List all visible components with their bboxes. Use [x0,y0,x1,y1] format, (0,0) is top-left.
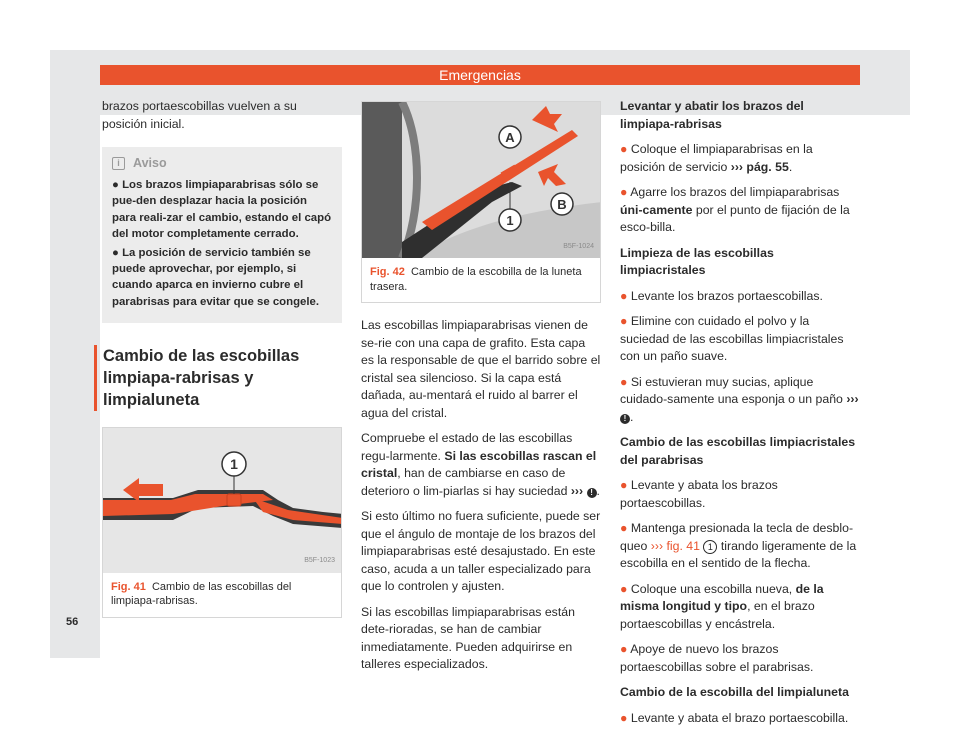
column-2 [361,101,601,682]
bullet-icon: ● [112,179,119,192]
bullet-icon: ● [620,478,628,492]
list-item: ● Si estuvieran muy sucias, aplique cuidado-samente una esponja o un paño ››› ! . [620,374,859,424]
aviso-title: Aviso [133,156,167,170]
bullet-icon: ● [620,314,628,328]
warning-icon: ! [620,414,630,424]
list-item: ● Mantenga presionada la tecla de desblo-queo ››› fig. 41 1 tirando ligeramente de la escobilla en el sentido de la flecha. [620,521,857,570]
link-arrows[interactable]: ››› [570,483,584,498]
page-number: 56 [66,616,79,628]
aviso-header [112,155,332,171]
bullet-icon: ● [620,142,628,156]
list-item: ● Levante y abata el brazo portaescobilla. [620,710,849,725]
paragraph: Si las escobillas limpiaparabrisas están dete-rioradas, se han de cambiar inmediatamente. Pueden adquirirse en talleres especializados. [361,604,575,671]
subheading: Levantar y abatir los brazos del limpiapa-rabrisas [620,99,804,131]
figure-code: B5F-1023 [304,557,335,565]
bullet-icon: ● [620,521,628,535]
callout-1-label: 1 [230,455,238,472]
figure-caption: Fig. 41 Cambio de las escobillas del limpiapa-rabrisas. [111,580,292,608]
list-item: ● Coloque una escobilla nueva, de la misma longitud y tipo, en el brazo portaescobillas y encástrela. [620,581,824,631]
paragraph: Compruebe el estado de las escobillas regu-larmente. Si las escobillas rascan el cristal, han de cambiarse en caso de deterioro o lim-piarlas si hay suciedad ››› ! . [361,431,600,498]
svg-text:1: 1 [506,213,514,228]
bullet-icon: ● [620,581,628,596]
rear-wiper-illustration [362,102,600,258]
figure-code: B5F-1024 [563,242,594,250]
bullet-icon: ● [620,642,628,656]
paragraph: Si esto último no fuera suficiente, puede ser que el ángulo de montaje de los brazos del limpiaparabrisas esté desajustado. En este caso, acuda a un taller especializado para que lo controlen y ajusten. [361,509,601,593]
figure-42 [361,101,601,303]
list-item: ● Apoye de nuevo los brazos portaescobillas sobre el parabrisas. [620,642,814,674]
list-item: ● Elimine con cuidado el polvo y la suciedad de las escobillas limpiacristales con un paño suave. [620,314,844,363]
bullet-icon: ● [620,288,628,303]
list-item: ● Agarre los brazos del limpiaparabrisas úni-camente por el punto de fijación de la esco-billa. [620,185,850,234]
intro-text: brazos portaescobillas vuelven a su posición inicial. [102,99,297,131]
list-item: ● Coloque el limpiaparabrisas en la posición de servicio ››› pág. 55. [620,142,813,174]
callout-1-ref: 1 [703,540,717,554]
figure-caption: Fig. 42 Cambio de la escobilla de la luneta trasera. [370,266,582,293]
list-item: ● Levante y abata los brazos portaescobillas. [620,478,778,510]
paragraph: Las escobillas limpiaparabrisas vienen de se-rie con una capa de grafito. Esta capa es la responsable de que el barrido sobre el cristal sea silencioso. Si la capa está dañada, au-mentará el ruido al barrer el agua del cristal. [361,318,601,420]
figure-41 [102,427,342,618]
bullet-icon: ● [620,374,628,389]
bullet-icon: ● [620,185,628,199]
figure-41-image [103,428,341,573]
list-item: ● Levante los brazos portaescobillas. [620,288,823,303]
subheading: Limpieza de las escobillas limpiacristales [620,245,774,277]
warning-icon: ! [587,488,597,498]
aviso-box [102,147,342,323]
page-link[interactable]: ››› pág. 55 [730,159,789,174]
svg-text:A: A [505,130,515,145]
link-arrows[interactable]: ››› [846,392,859,406]
bullet-icon: ● [112,247,119,260]
section-title: Emergencias [439,67,521,83]
section-heading: Cambio de las escobillas limpiapa-rabrisas y limpialuneta [94,345,342,411]
column-1 [102,98,342,618]
info-icon: i [112,157,125,170]
aviso-item: ● Los brazos limpiaparabrisas sólo se pue-den desplazar hacia la posición para reali-zar el cambio, estando el capó del motor completamente cerrado. [112,179,332,240]
bullet-icon: ● [620,710,628,725]
figure-42-image [362,102,600,258]
wiper-blade-illustration [103,428,341,573]
aviso-item: ● La posición de servicio también se puede aprovechar, por ejemplo, si cuando aparca en invierno cubre el parabrisas para evitar que se congele. [112,247,320,308]
subheading: Cambio de la escobilla del limpialuneta [620,685,849,699]
section-header [100,65,860,85]
svg-text:B: B [557,197,567,212]
column-3 [620,98,860,735]
figure-link[interactable]: ››› fig. 41 [650,538,700,553]
subheading: Cambio de las escobillas limpiacristales del parabrisas [620,435,856,467]
